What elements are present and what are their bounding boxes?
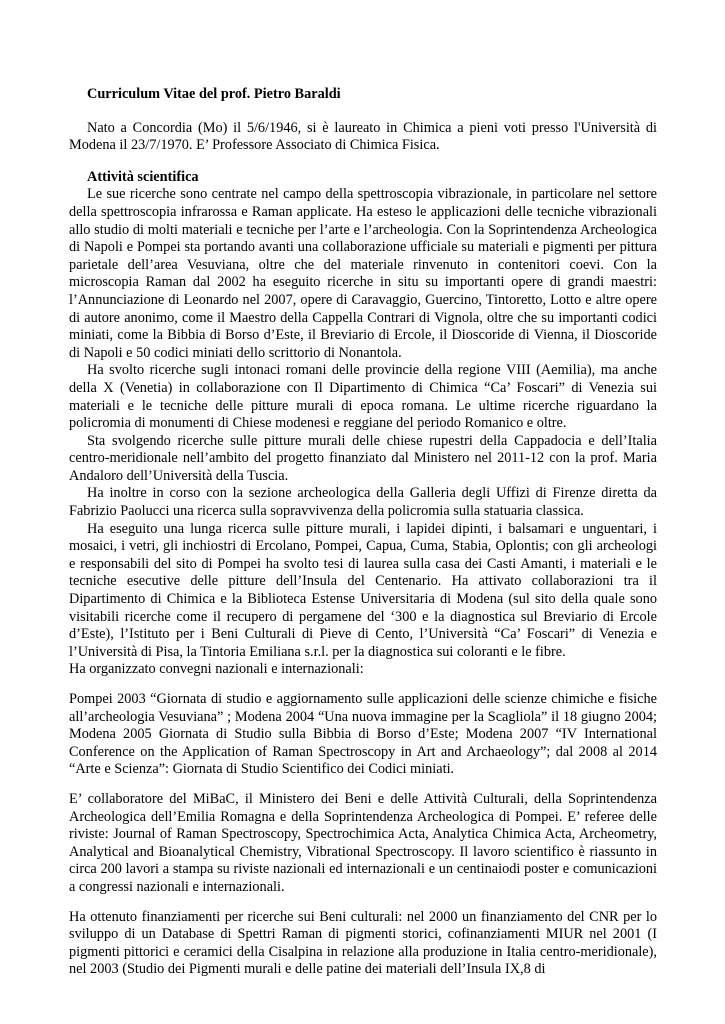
section-heading: Attività scientifica [87, 168, 199, 185]
body-paragraph: Ha svolto ricerche sugli intonaci romani delle provincie della regione VIII (Aemilia), ma anche della X (Venetia) in collaborazione con Il Dipartimento di Chimica “Ca’ Foscari” di Venezia sui materiali e le tecniche delle pitture murali di epoca romana. Le ultime ricerche riguardano la policromia di monumenti di Chiese modenesi e reggiane del periodo Romanico e oltre. [69, 362, 657, 432]
document-title: Curriculum Vitae del prof. Pietro Baraldi [87, 86, 341, 102]
intro-paragraph: Nato a Concordia (Mo) il 5/6/1946, si è laureato in Chimica a pieni voti presso l'Università di Modena il 23/7/1970. E’ Professore Associato di Chimica Fisica. [69, 119, 657, 154]
body-paragraph: Sta svolgendo ricerche sulle pitture murali delle chiese rupestri della Cappadocia e dell’Italia centro-meridionale nell’ambito del progetto finanziato dal Ministero nel 2011-12 con la prof. Maria Andaloro dell’Università della Tuscia. [69, 432, 657, 484]
document-page [69, 86, 657, 979]
body-paragraph: Ha eseguito una lunga ricerca sulle pitture murali, i lapidei dipinti, i balsamari e unguentari, i mosaici, i vetri, gli inchiostri di Ercolano, Pompei, Capua, Cuma, Stabia, Oplontis; con gli archeologi e responsabili del sito di Pompei ha svolto tesi di laurea sulla casa dei Casti Amanti, i materiali e le tecniche esecutive delle pitture dell’Insula del Centenario. Ha attivato collaborazioni tra il Dipartimento di Chimica e la Biblioteca Estense Universitaria di Modena (sul sito della quale sono visitabili ricerche come il recupero di pergamene del ‘300 e la diagnostica sul Breviario di Ercole d’Este), l’Istituto per i Beni Culturali di Pieve di Cento, l’Università “Ca’ Foscari” di Venezia e l’Università di Pisa, la Tintoria Emiliana s.r.l. per la diagnostica sui coloranti e le fibre. [69, 520, 657, 660]
body-paragraph: Ha inoltre in corso con la sezione archeologica della Galleria degli Uffizi di Firenze diretta da Fabrizio Paolucci una ricerca sulla sopravvivenza della policromia sulla statuaria classica. [69, 485, 657, 520]
collaborations-paragraph: E’ collaboratore del MiBaC, il Ministero dei Beni e delle Attività Culturali, della Soprintendenza Archeologica dell’Emilia Romagna e della Soprintendenza Archeologica di Pompei. E’ referee delle riviste: Journal of Raman Spectroscopy, Spectrochimica Acta, Analytica Chimica Acta, Archeometry, Analytical and Bioanalytical Chemistry, Vibrational Spectroscopy. Il lavoro scientifico è riassunto in circa 200 lavori a stampa su riviste nazionali ed internazionali e un centinaiodi poster e comunicazioni a congressi nazionali e internazionali. [69, 790, 657, 895]
body-paragraph: Ha organizzato convegni nazionali e internazionali: [69, 661, 364, 678]
body-paragraph: Le sue ricerche sono centrate nel campo della spettroscopia vibrazionale, in particolare nel settore della spettroscopia infrarossa e Raman applicate. Ha esteso le applicazioni delle tecniche vibrazionali allo studio di molti materiali e tecniche per l’arte e l’archeologia. Con la Soprintendenza Archeologica di Napoli e Pompei sta portando avanti una collaborazione ufficiale su materiali e pigmenti per pittura parietale dell’area Vesuviana, oltre che del materiale rinvenuto in contenitori coevi. Con la microscopia Raman dal 2002 ha eseguito ricerche in situ su importanti opere di grandi maestri: l’Annunciazione di Leonardo nel 2007, opere di Caravaggio, Guercino, Tintoretto, Lotto e altre opere di autore anonimo, come il Maestro della Cappella Contrari di Vignola, oltre che su importanti codici miniati, come la Bibbia di Borso d’Este, il Breviario di Ercole, il Dioscoride di Vienna, il Dioscoride di Napoli e 50 codici miniati dello scrittorio di Nonantola. [69, 186, 657, 361]
funding-paragraph: Ha ottenuto finanziamenti per ricerche sui Beni culturali: nel 2000 un finanziamento del CNR per lo sviluppo di un Database di Spettri Raman di pigmenti storici, cofinanziamenti MIUR nel 2001 (I pigmenti pittorici e ceramici della Cisalpina in relazione alla produzione in Italia centro-meridionale), nel 2003 (Studio dei Pigmenti murali e delle patine dei materiali dell’Insula IX,8 di [69, 908, 657, 978]
conferences-paragraph: Pompei 2003 “Giornata di studio e aggiornamento sulle applicazioni delle scienze chimiche e fisiche all’archeologia Vesuviana” ; Modena 2004 “Una nuova immagine per la Scagliola” il 18 giugno 2004; Modena 2005 Giornata di Studio sulla Bibbia di Borso d’Este; Modena 2007 “IV International Conference on the Application of Raman Spectroscopy in Art and Archaeology”; dal 2008 al 2014 “Arte e Scienza”: Giornata di Studio Scientifico dei Codici miniati. [69, 691, 657, 778]
